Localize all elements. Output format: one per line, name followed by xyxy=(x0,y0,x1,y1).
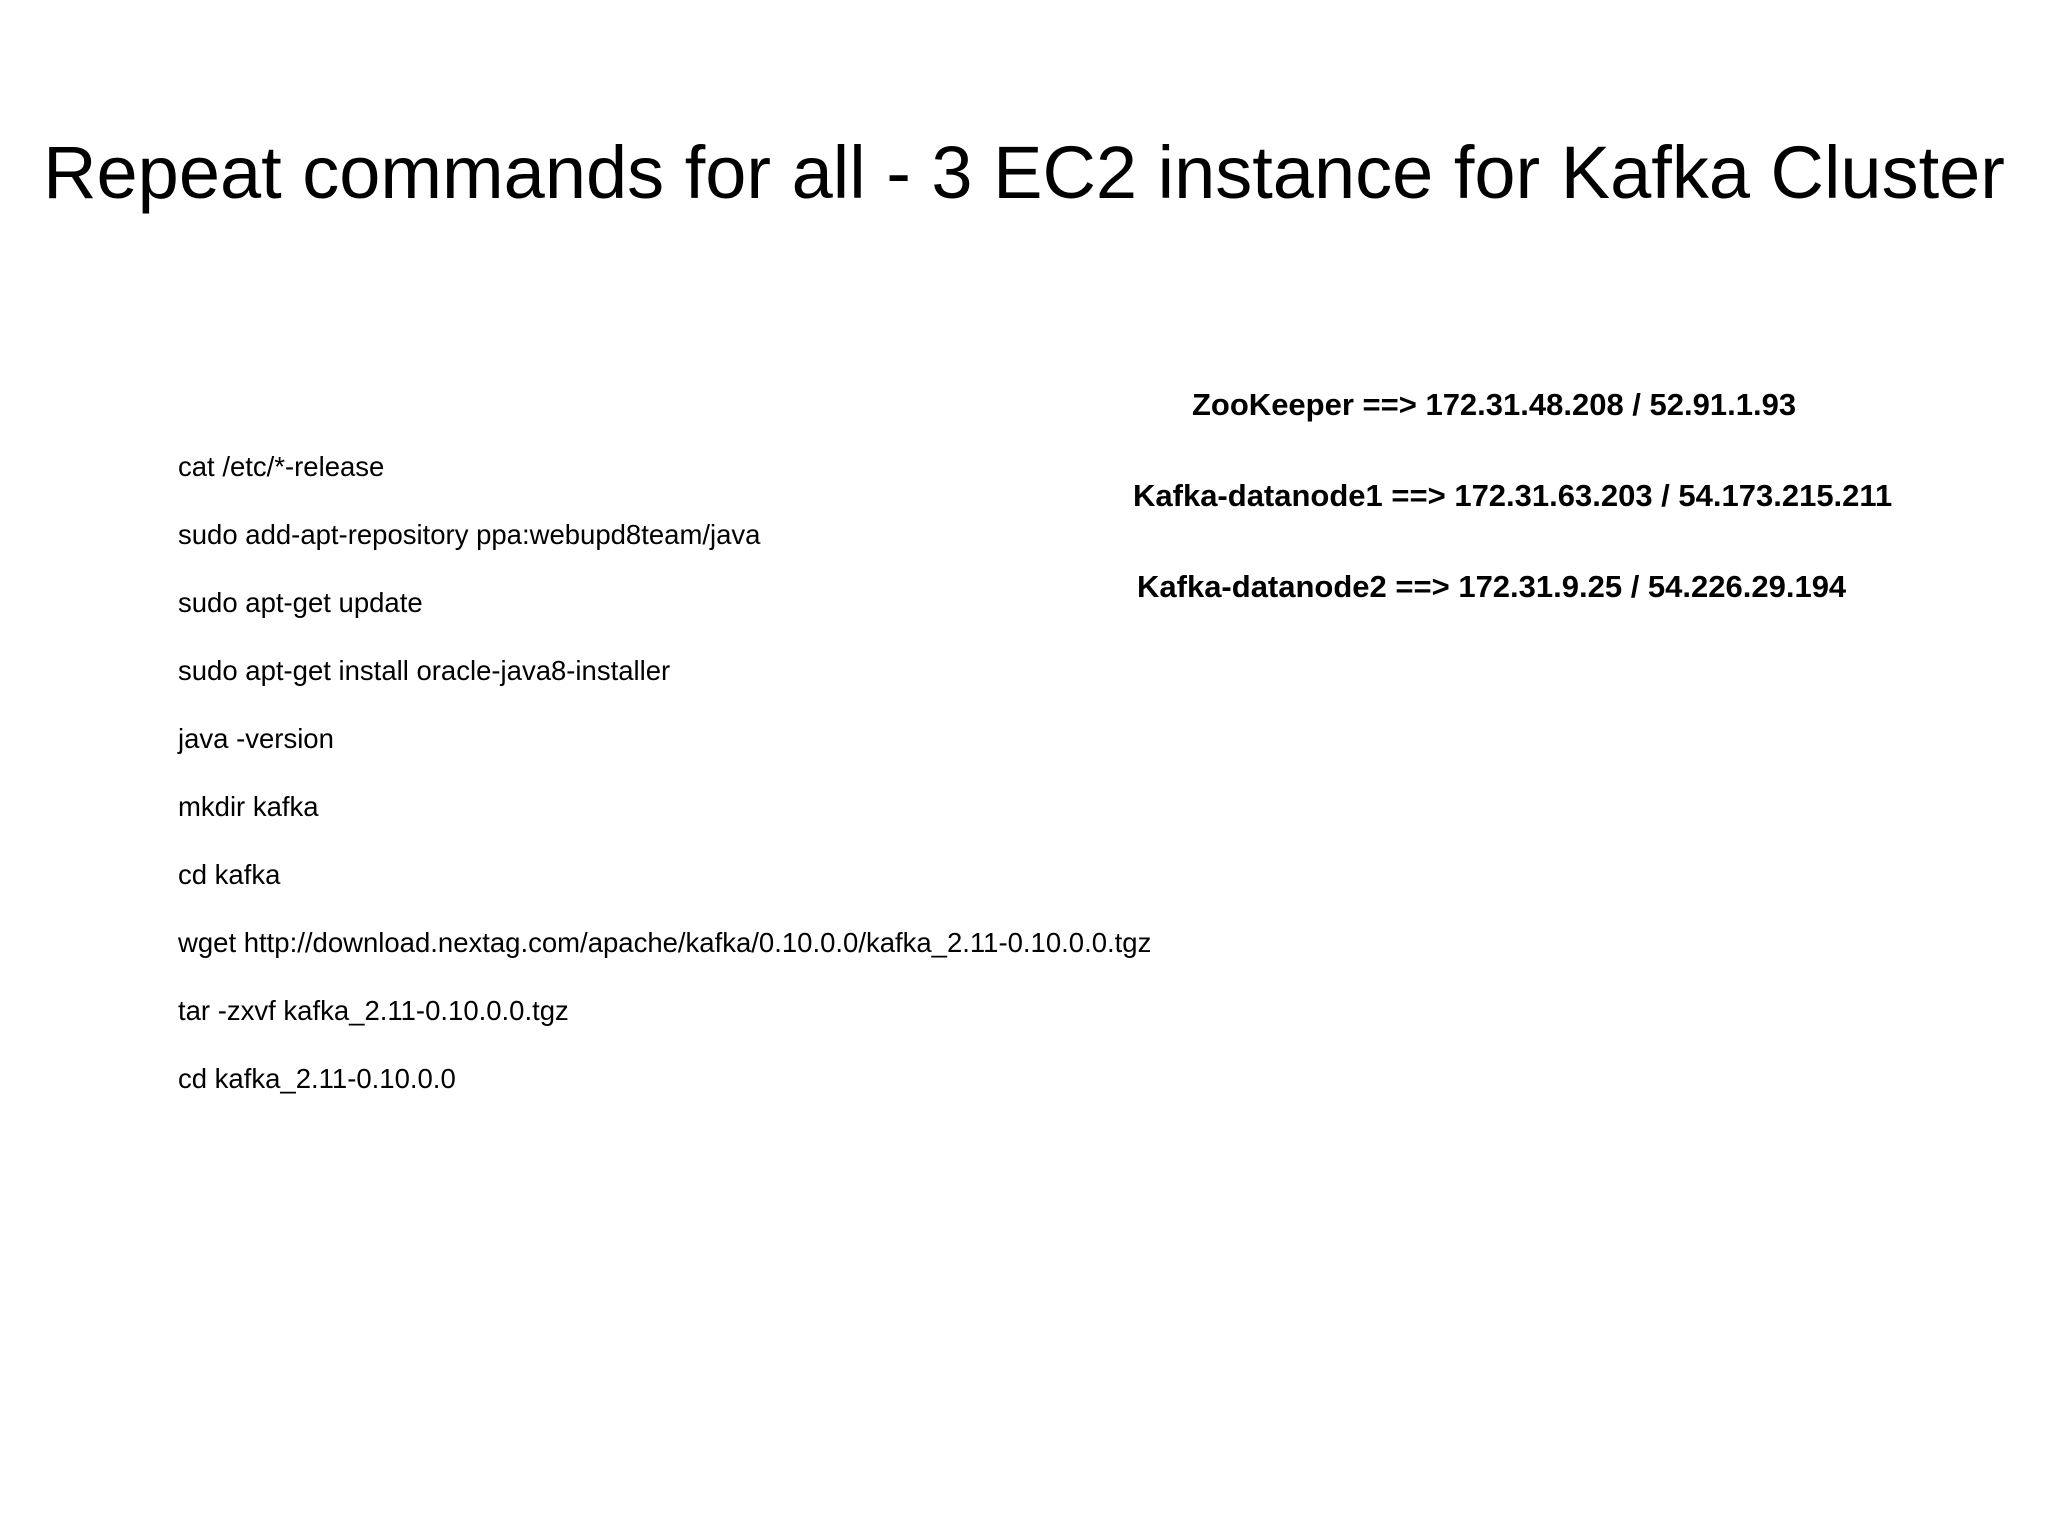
command-line: sudo apt-get update xyxy=(178,587,423,618)
command-line: cat /etc/*-release xyxy=(178,451,385,482)
slide-title: Repeat commands for all - 3 EC2 instance for Kafka Cluster xyxy=(43,131,2005,214)
command-line: wget http://download.nextag.com/apache/kafka/0.10.0.0/kafka_2.11-0.10.0.0.tgz xyxy=(178,927,1152,958)
host-kafka-datanode1: Kafka-datanode1 ==> 172.31.63.203 / 54.173.215.211 xyxy=(1133,478,1893,513)
command-line: cd kafka_2.11-0.10.0.0 xyxy=(178,1063,456,1094)
command-line: java -version xyxy=(178,723,334,754)
host-zookeeper: ZooKeeper ==> 172.31.48.208 / 52.91.1.93 xyxy=(1192,387,1797,422)
host-kafka-datanode2: Kafka-datanode2 ==> 172.31.9.25 / 54.226.29.194 xyxy=(1137,569,1847,604)
command-line: tar -zxvf kafka_2.11-0.10.0.0.tgz xyxy=(178,995,569,1026)
command-line: cd kafka xyxy=(178,859,281,890)
command-line: sudo apt-get install oracle-java8-installer xyxy=(178,655,671,686)
command-line: mkdir kafka xyxy=(178,791,319,822)
command-list xyxy=(178,450,1151,1130)
command-line: sudo add-apt-repository ppa:webupd8team/java xyxy=(178,519,761,550)
